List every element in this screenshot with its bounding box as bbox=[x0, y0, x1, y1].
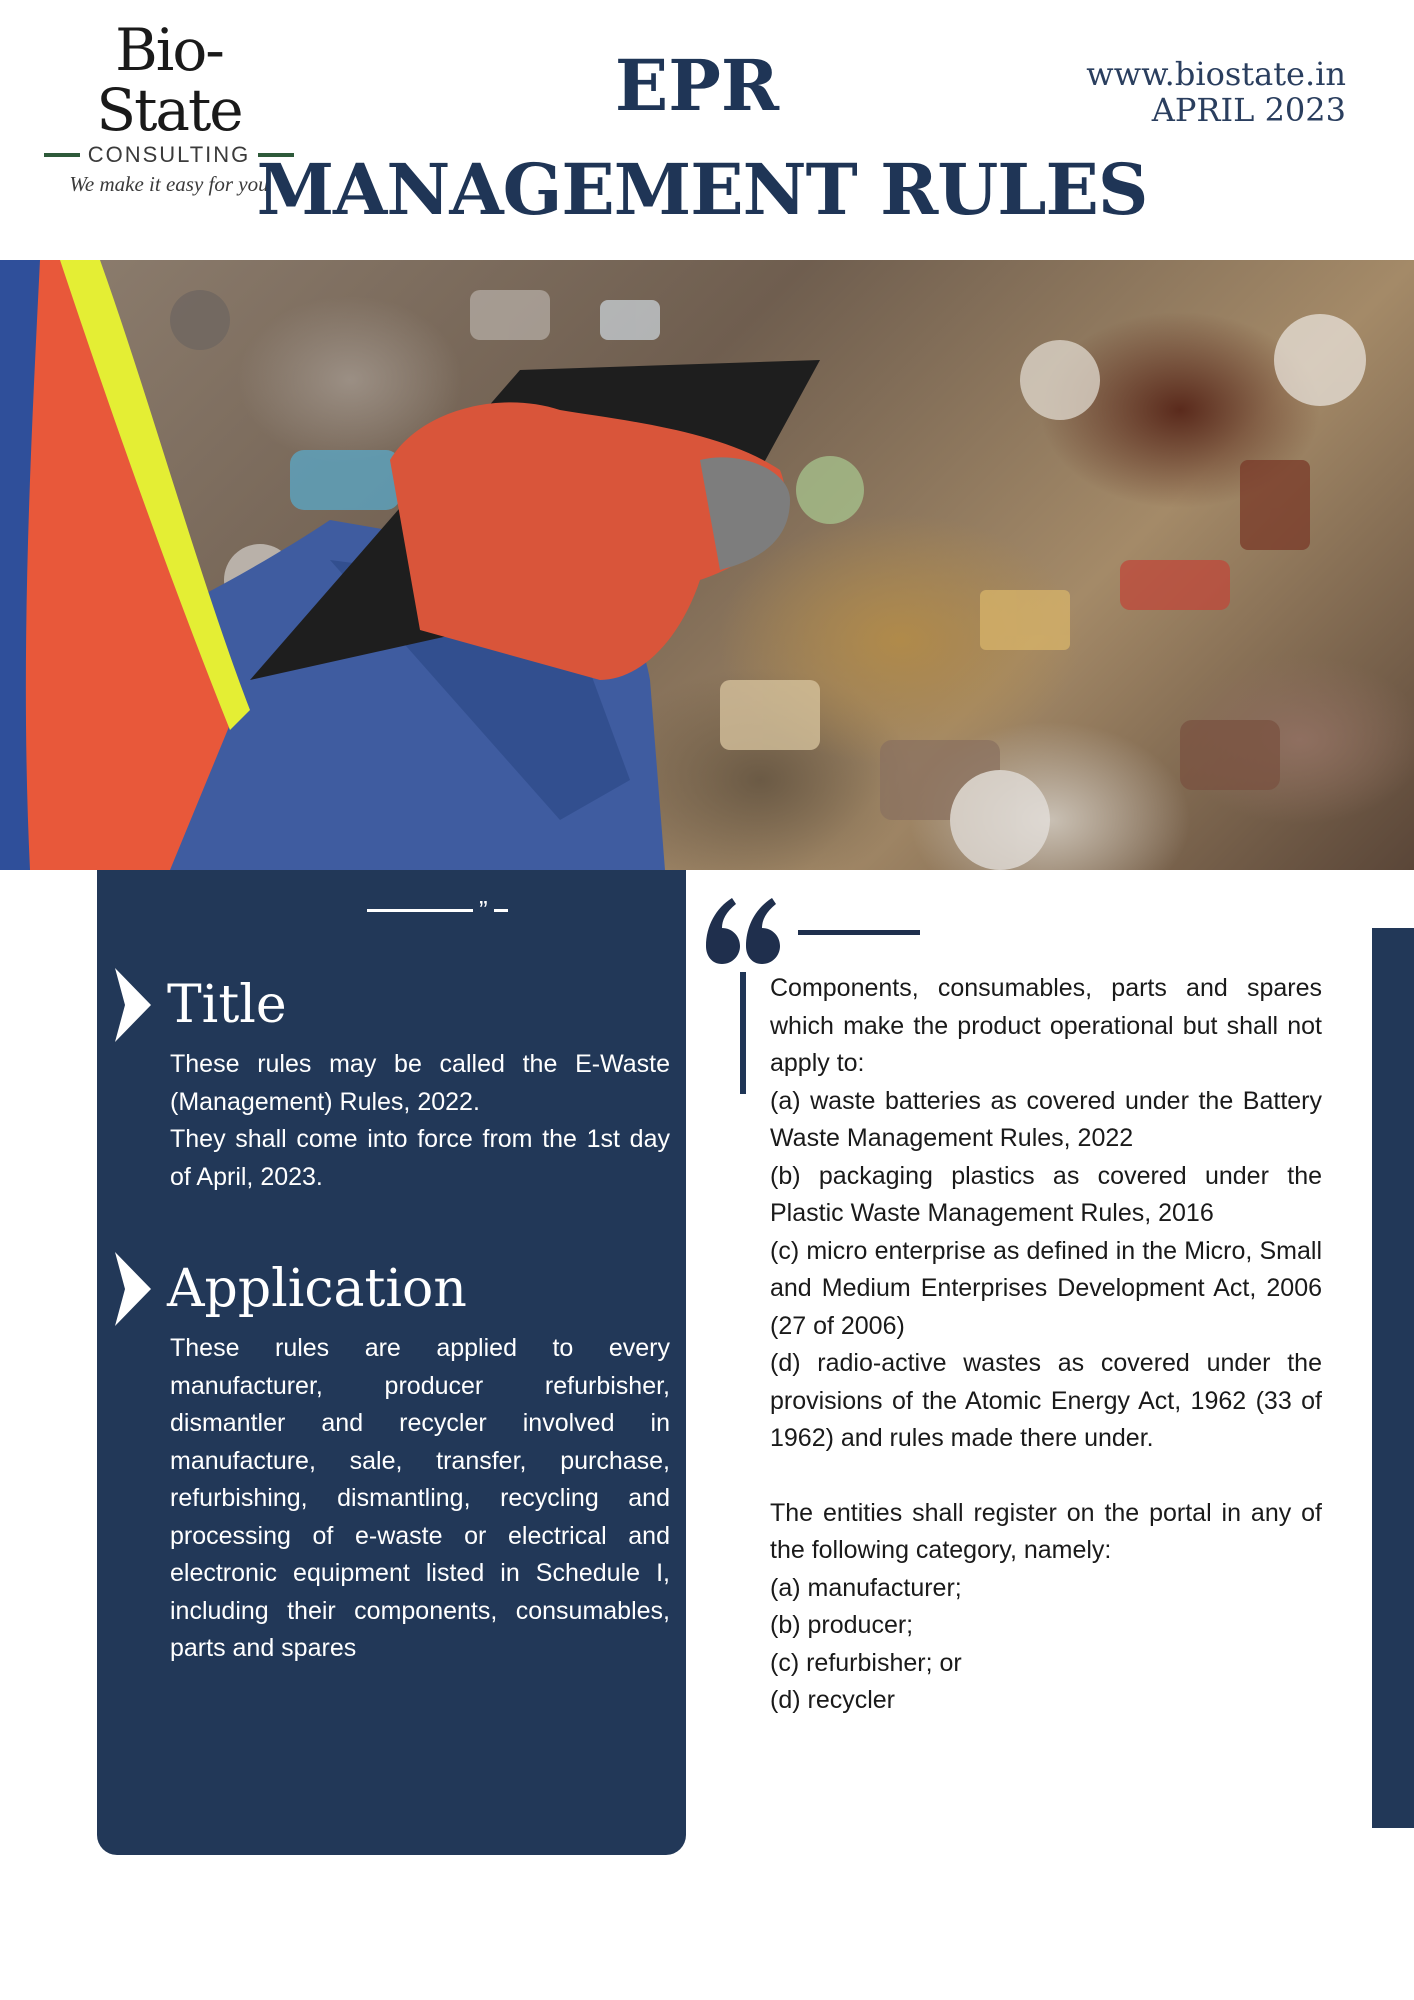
brand-sub: CONSULTING bbox=[87, 142, 251, 167]
spacer bbox=[770, 1458, 1322, 1495]
deco-line-left bbox=[367, 909, 473, 912]
right-accent-bar bbox=[1372, 928, 1414, 1828]
quote-accent-bar bbox=[740, 972, 746, 1094]
exclusion-a: (a) waste batteries as covered under the Battery Waste Management Rules, 2022 bbox=[770, 1086, 1322, 1152]
exclusion-b: (b) packaging plastics as covered under the Plastic Waste Management Rules, 2016 bbox=[770, 1161, 1322, 1227]
chevron-right-icon bbox=[115, 1252, 151, 1326]
section-title-body bbox=[170, 1046, 670, 1196]
category-c: (c) refurbisher; or bbox=[770, 1648, 962, 1677]
section-title-text: Title bbox=[167, 975, 287, 1035]
deco-line-right bbox=[494, 909, 508, 912]
panel-decoration bbox=[367, 895, 508, 925]
rules-details bbox=[770, 970, 1322, 1720]
deco-quote-icon: ” bbox=[479, 895, 488, 925]
title-paragraph-2: They shall come into force from the 1st day of April, 2023. bbox=[170, 1125, 670, 1191]
page-title-main: MANAGEMENT RULES bbox=[256, 148, 1148, 231]
issue-date: APRIL 2023 bbox=[1151, 91, 1346, 129]
scope-intro: Components, consumables, parts and spares which make the product operational but shall not apply to: bbox=[770, 974, 1322, 1077]
exclusion-c: (c) micro enterprise as defined in the Micro, Small and Medium Enterprises Development Act, 2006 (27 of 2006) bbox=[770, 1236, 1322, 1340]
section-heading-application bbox=[115, 1252, 467, 1326]
section-application-body: These rules are applied to every manufacturer, producer refurbisher, dismantler and recycler involved in manufacture, sale, transfer, purchase, refurbishing, dismantling, recycling and processing of e-waste or electrical and electronic equipment listed in Schedule I, including their components, consumables, parts and spares bbox=[170, 1334, 670, 1662]
section-heading-title bbox=[115, 968, 287, 1042]
section-application-text: Application bbox=[167, 1259, 467, 1319]
brand-tagline: We make it easy for you bbox=[69, 172, 269, 196]
rules-panel bbox=[97, 870, 686, 1855]
page-title-epr: EPR bbox=[614, 44, 780, 127]
register-intro: The entities shall register on the portal in any of the following category, namely: bbox=[770, 1498, 1322, 1564]
title-paragraph-1: These rules may be called the E-Waste (Management) Rules, 2022. bbox=[170, 1050, 670, 1116]
category-b: (b) producer; bbox=[770, 1611, 914, 1639]
exclusion-d: (d) radio-active wastes as covered under the provisions of the Atomic Energy Act, 1962 (33 of 1962) and rules made there under. bbox=[770, 1349, 1322, 1452]
category-d: (d) recycler bbox=[770, 1686, 896, 1714]
header-info bbox=[1086, 56, 1346, 128]
waste-worker-photo bbox=[0, 260, 1414, 870]
website-link[interactable]: www.biostate.in bbox=[1086, 55, 1346, 93]
chevron-right-icon bbox=[115, 968, 151, 1042]
category-a: (a) manufacturer; bbox=[770, 1573, 962, 1602]
photo-illustration bbox=[0, 260, 1414, 870]
quote-icon bbox=[702, 896, 922, 966]
brand-name: Bio-State bbox=[96, 16, 242, 144]
